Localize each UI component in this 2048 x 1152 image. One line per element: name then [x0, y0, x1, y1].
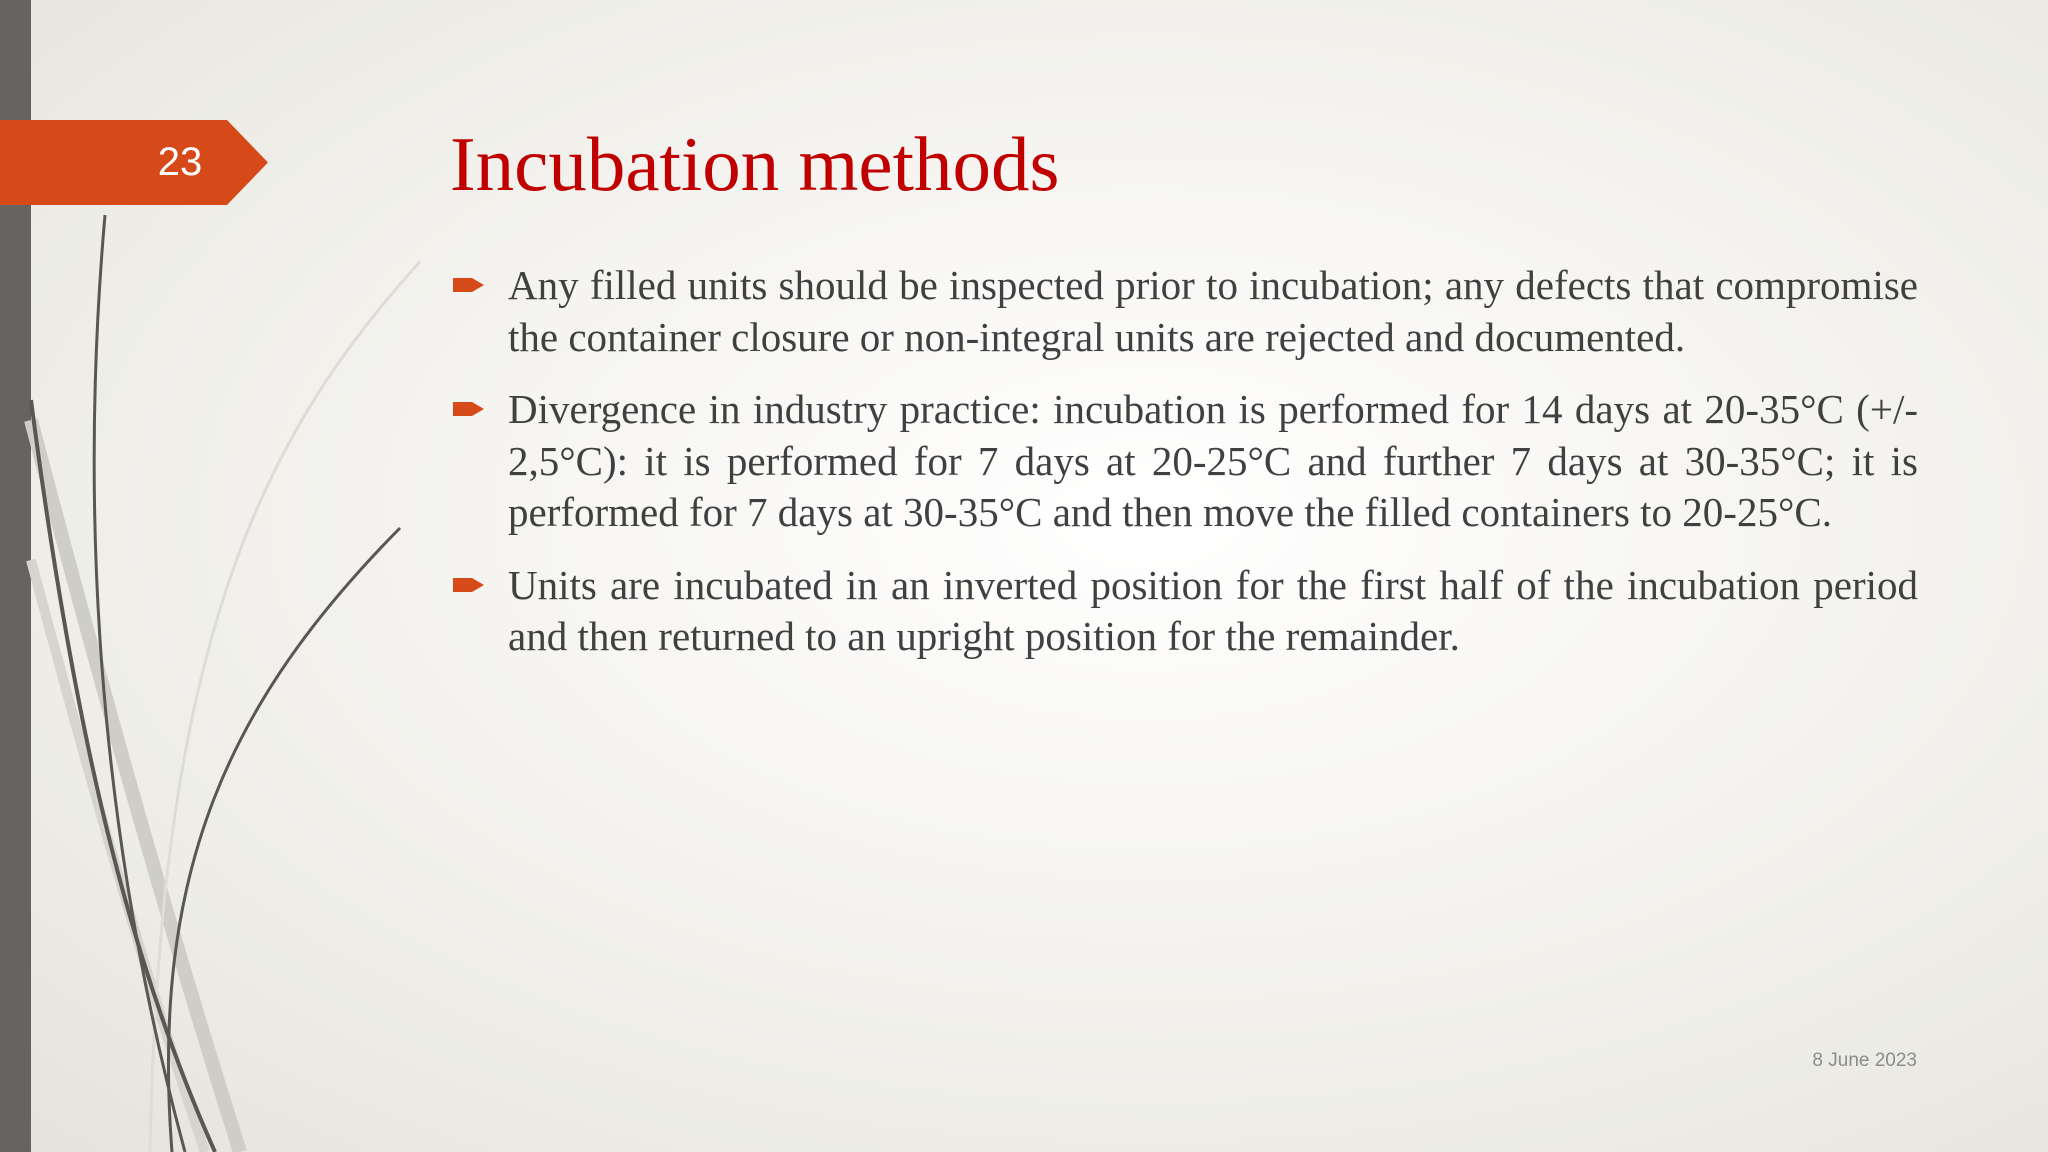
footer-date: 8 June 2023	[1812, 1050, 1917, 1071]
bullet-list	[452, 260, 1918, 684]
arrow-bullet-icon	[452, 398, 486, 420]
bullet-item	[452, 384, 1918, 539]
bullet-item	[452, 560, 1918, 663]
arrow-bullet-icon	[452, 574, 486, 596]
arrow-bullet-icon	[452, 274, 486, 296]
bullet-text: Units are incubated in an inverted position for the first half of the incubation period and then returned to an upright position for the remainder.	[508, 561, 1918, 659]
slide-title: Incubation methods	[450, 121, 1060, 207]
slide-number-tag	[0, 120, 268, 205]
bullet-item	[452, 260, 1918, 363]
bullet-text: Any filled units should be inspected prior to incubation; any defects that compromise the container closure or non-integral units are rejected and documented.	[508, 262, 1918, 360]
bullet-text: Divergence in industry practice: incubation is performed for 14 days at 20-35°C (+/- 2,5°C): it is performed for 7 days at 20-25°C and further 7 days at 30-35°C; it is performed for 7 days at 30-35°C and then move the filled containers to 20-25°C.	[508, 386, 1918, 535]
slide-number: 23	[157, 140, 203, 184]
